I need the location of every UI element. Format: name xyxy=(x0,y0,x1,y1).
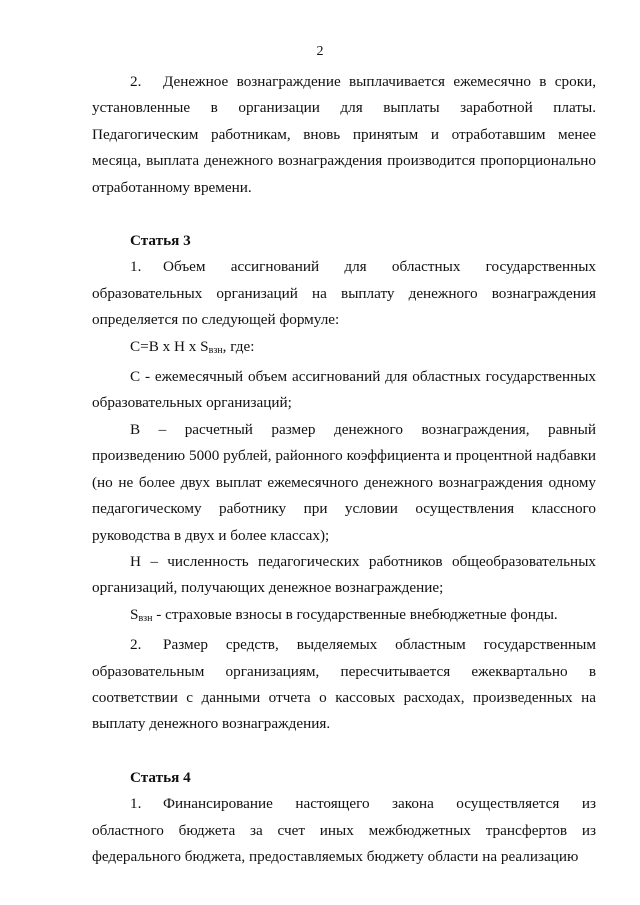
document-body xyxy=(92,69,596,870)
formula-tail: , где: xyxy=(222,337,255,355)
article-4-title: Статья 4 xyxy=(130,768,191,786)
paragraph-text: Денежное вознаграждение выплачивается ежемесячно в сроки, установленные в организации для выплаты заработной платы. Педагогическим работникам, вновь принятым и отработавшим менее месяца, выплата денежного вознаграждения производится пропорционально отработанному времени. xyxy=(92,73,596,196)
paragraph-financing xyxy=(92,791,596,870)
article-3-title: Статья 3 xyxy=(130,232,191,250)
page-number: 2 xyxy=(316,44,324,59)
paragraph-text: Размер средств, выделяемых областным государственным образовательным организациям, пересчитывается ежеквартально в соответствии с данными отчета о кассовых расходах, произведенных на выплату денежного вознаграждения. xyxy=(92,636,596,733)
item-number: 2. xyxy=(130,73,142,90)
formula-main: C=B x H x S xyxy=(130,337,209,355)
item-number: 1. xyxy=(130,795,142,813)
definition-s-text: - страховые взносы в государственные внебюджетные фонды. xyxy=(152,605,558,623)
formula-subscript: взн xyxy=(208,344,223,356)
definition-c: C - ежемесячный объем ассигнований для областных государственных образовательных организаций; xyxy=(92,368,596,412)
definition-b: B – расчетный размер денежного вознаграждения, равный произведению 5000 рублей, районного коэффициента и процентной надбавки (но не более двух выплат ежемесячного денежного вознаграждения одному педагогическому работнику при условии осуществления классного руководства в двух и более классах); xyxy=(92,420,596,544)
paragraph-recalculation xyxy=(92,632,596,738)
definition-h: H – численность педагогических работников общеобразовательных организаций, получающих денежное вознаграждение; xyxy=(92,552,596,597)
definition-s xyxy=(92,602,596,632)
item-number: 1. xyxy=(130,258,142,276)
formula xyxy=(92,334,596,364)
paragraph-text: Объем ассигнований для областных государственных образовательных организаций на выплату денежного вознаграждения определяется по следующей формуле: xyxy=(92,258,596,329)
symbol-s-subscript: взн xyxy=(138,612,153,624)
paragraph-text: Финансирование настоящего закона осуществляется из областного бюджета за счет иных межбюджетных трансфертов из федерального бюджета, предоставляемых бюджету области на реализацию xyxy=(92,795,596,865)
paragraph-salary-payment xyxy=(92,69,596,201)
symbol-s: S xyxy=(130,605,139,623)
paragraph-allocation-volume xyxy=(92,254,596,333)
item-number: 2. xyxy=(130,636,142,654)
